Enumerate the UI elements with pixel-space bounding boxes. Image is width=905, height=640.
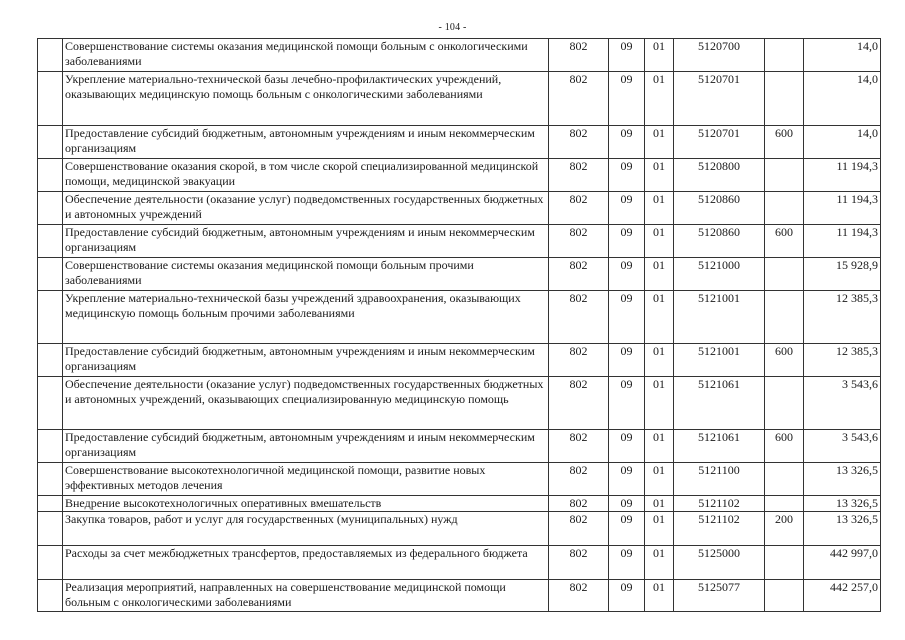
amount-cell: 11 194,3 [804, 159, 881, 192]
row-index-cell [38, 39, 63, 72]
section-code-cell: 09 [609, 225, 645, 258]
subsection-code-cell: 01 [645, 344, 674, 377]
row-index-cell [38, 546, 63, 580]
item-name-cell: Предоставление субсидий бюджетным, автономным учреждениям и иным некоммерческим организациям [63, 126, 549, 159]
row-index-cell [38, 512, 63, 546]
item-name-cell: Совершенствование высокотехнологичной медицинской помощи, развитие новых эффективных методов лечения [63, 463, 549, 496]
table-row [38, 580, 881, 612]
expense-type-code-cell: 200 [765, 512, 804, 546]
target-item-code-cell: 5121102 [674, 496, 765, 512]
subsection-code-cell: 01 [645, 39, 674, 72]
subsection-code-cell: 01 [645, 72, 674, 126]
target-item-code-cell: 5120700 [674, 39, 765, 72]
section-code-cell: 09 [609, 39, 645, 72]
target-item-code-cell: 5120860 [674, 225, 765, 258]
subsection-code-cell: 01 [645, 496, 674, 512]
table-row [38, 225, 881, 258]
target-item-code-cell: 5121061 [674, 377, 765, 430]
item-name-cell: Расходы за счет межбюджетных трансфертов, предоставляемых из федерального бюджета [63, 546, 549, 580]
ministry-code-cell: 802 [549, 344, 609, 377]
section-code-cell: 09 [609, 159, 645, 192]
table-row [38, 496, 881, 512]
amount-cell: 3 543,6 [804, 430, 881, 463]
expense-type-code-cell [765, 258, 804, 291]
section-code-cell: 09 [609, 580, 645, 612]
subsection-code-cell: 01 [645, 512, 674, 546]
expense-type-code-cell: 600 [765, 430, 804, 463]
amount-cell: 442 997,0 [804, 546, 881, 580]
item-name-cell: Реализация мероприятий, направленных на совершенствование медицинской помощи больным с онкологическими заболеваниями [63, 580, 549, 612]
expense-type-code-cell [765, 546, 804, 580]
ministry-code-cell: 802 [549, 496, 609, 512]
target-item-code-cell: 5121061 [674, 430, 765, 463]
amount-cell: 14,0 [804, 126, 881, 159]
ministry-code-cell: 802 [549, 159, 609, 192]
ministry-code-cell: 802 [549, 72, 609, 126]
table-row [38, 159, 881, 192]
item-name-cell: Укрепление материально-технической базы лечебно-профилактических учреждений, оказывающих медицинскую помощь больным с онкологическими заболеваниями [63, 72, 549, 126]
row-index-cell [38, 159, 63, 192]
item-name-cell: Обеспечение деятельности (оказание услуг) подведомственных государственных бюджетных и автономных учреждений [63, 192, 549, 225]
amount-cell: 13 326,5 [804, 512, 881, 546]
amount-cell: 442 257,0 [804, 580, 881, 612]
ministry-code-cell: 802 [549, 463, 609, 496]
row-index-cell [38, 377, 63, 430]
target-item-code-cell: 5120860 [674, 192, 765, 225]
section-code-cell: 09 [609, 291, 645, 344]
expense-type-code-cell [765, 39, 804, 72]
ministry-code-cell: 802 [549, 192, 609, 225]
subsection-code-cell: 01 [645, 291, 674, 344]
subsection-code-cell: 01 [645, 377, 674, 430]
row-index-cell [38, 126, 63, 159]
row-index-cell [38, 496, 63, 512]
subsection-code-cell: 01 [645, 126, 674, 159]
section-code-cell: 09 [609, 126, 645, 159]
table-row [38, 72, 881, 126]
table-row [38, 512, 881, 546]
ministry-code-cell: 802 [549, 580, 609, 612]
ministry-code-cell: 802 [549, 512, 609, 546]
expense-type-code-cell: 600 [765, 225, 804, 258]
expense-type-code-cell [765, 159, 804, 192]
expense-type-code-cell [765, 192, 804, 225]
amount-cell: 11 194,3 [804, 225, 881, 258]
row-index-cell [38, 72, 63, 126]
subsection-code-cell: 01 [645, 546, 674, 580]
expense-type-code-cell [765, 72, 804, 126]
item-name-cell: Обеспечение деятельности (оказание услуг) подведомственных государственных бюджетных и автономных учреждений, оказывающих специализированную медицинскую помощь [63, 377, 549, 430]
ministry-code-cell: 802 [549, 126, 609, 159]
subsection-code-cell: 01 [645, 463, 674, 496]
ministry-code-cell: 802 [549, 225, 609, 258]
subsection-code-cell: 01 [645, 258, 674, 291]
expense-type-code-cell [765, 291, 804, 344]
amount-cell: 14,0 [804, 39, 881, 72]
row-index-cell [38, 580, 63, 612]
ministry-code-cell: 802 [549, 291, 609, 344]
row-index-cell [38, 258, 63, 291]
table-row [38, 291, 881, 344]
item-name-cell: Закупка товаров, работ и услуг для государственных (муниципальных) нужд [63, 512, 549, 546]
item-name-cell: Совершенствование оказания скорой, в том числе скорой специализированной медицинской помощи, медицинской эвакуации [63, 159, 549, 192]
subsection-code-cell: 01 [645, 580, 674, 612]
item-name-cell: Укрепление материально-технической базы учреждений здравоохранения, оказывающих медицинскую помощь больным прочими заболеваниями [63, 291, 549, 344]
row-index-cell [38, 192, 63, 225]
section-code-cell: 09 [609, 377, 645, 430]
target-item-code-cell: 5120701 [674, 72, 765, 126]
row-index-cell [38, 463, 63, 496]
row-index-cell [38, 225, 63, 258]
table-row [38, 377, 881, 430]
section-code-cell: 09 [609, 463, 645, 496]
target-item-code-cell: 5121000 [674, 258, 765, 291]
ministry-code-cell: 802 [549, 430, 609, 463]
subsection-code-cell: 01 [645, 225, 674, 258]
section-code-cell: 09 [609, 258, 645, 291]
amount-cell: 15 928,9 [804, 258, 881, 291]
target-item-code-cell: 5120800 [674, 159, 765, 192]
ministry-code-cell: 802 [549, 39, 609, 72]
amount-cell: 3 543,6 [804, 377, 881, 430]
table-row [38, 258, 881, 291]
expense-type-code-cell: 600 [765, 126, 804, 159]
expense-type-code-cell [765, 496, 804, 512]
section-code-cell: 09 [609, 512, 645, 546]
subsection-code-cell: 01 [645, 159, 674, 192]
target-item-code-cell: 5125000 [674, 546, 765, 580]
table-row [38, 192, 881, 225]
target-item-code-cell: 5121001 [674, 291, 765, 344]
section-code-cell: 09 [609, 344, 645, 377]
amount-cell: 12 385,3 [804, 344, 881, 377]
expense-type-code-cell [765, 377, 804, 430]
ministry-code-cell: 802 [549, 546, 609, 580]
expense-type-code-cell [765, 463, 804, 496]
target-item-code-cell: 5121102 [674, 512, 765, 546]
ministry-code-cell: 802 [549, 377, 609, 430]
amount-cell: 14,0 [804, 72, 881, 126]
amount-cell: 12 385,3 [804, 291, 881, 344]
target-item-code-cell: 5125077 [674, 580, 765, 612]
table-row [38, 430, 881, 463]
table-row [38, 344, 881, 377]
table-row [38, 463, 881, 496]
target-item-code-cell: 5121001 [674, 344, 765, 377]
table-row [38, 39, 881, 72]
item-name-cell: Предоставление субсидий бюджетным, автономным учреждениям и иным некоммерческим организациям [63, 225, 549, 258]
subsection-code-cell: 01 [645, 430, 674, 463]
amount-cell: 11 194,3 [804, 192, 881, 225]
item-name-cell: Совершенствование системы оказания медицинской помощи больным прочими заболеваниями [63, 258, 549, 291]
page-number: - 104 - [438, 22, 467, 33]
budget-table [37, 38, 881, 612]
item-name-cell: Внедрение высокотехнологичных оперативных вмешательств [63, 496, 549, 512]
section-code-cell: 09 [609, 192, 645, 225]
row-index-cell [38, 291, 63, 344]
table-row [38, 546, 881, 580]
target-item-code-cell: 5120701 [674, 126, 765, 159]
item-name-cell: Совершенствование системы оказания медицинской помощи больным с онкологическими заболеваниями [63, 39, 549, 72]
subsection-code-cell: 01 [645, 192, 674, 225]
section-code-cell: 09 [609, 72, 645, 126]
item-name-cell: Предоставление субсидий бюджетным, автономным учреждениям и иным некоммерческим организациям [63, 430, 549, 463]
expense-type-code-cell [765, 580, 804, 612]
row-index-cell [38, 430, 63, 463]
expense-type-code-cell: 600 [765, 344, 804, 377]
target-item-code-cell: 5121100 [674, 463, 765, 496]
ministry-code-cell: 802 [549, 258, 609, 291]
budget-table-body [38, 39, 881, 612]
amount-cell: 13 326,5 [804, 463, 881, 496]
section-code-cell: 09 [609, 430, 645, 463]
item-name-cell: Предоставление субсидий бюджетным, автономным учреждениям и иным некоммерческим организациям [63, 344, 549, 377]
table-row [38, 126, 881, 159]
section-code-cell: 09 [609, 546, 645, 580]
amount-cell: 13 326,5 [804, 496, 881, 512]
row-index-cell [38, 344, 63, 377]
section-code-cell: 09 [609, 496, 645, 512]
